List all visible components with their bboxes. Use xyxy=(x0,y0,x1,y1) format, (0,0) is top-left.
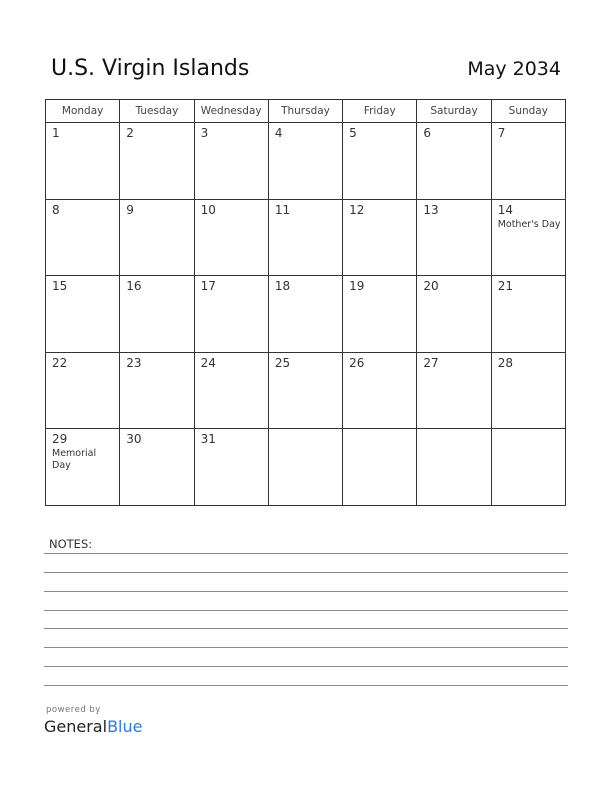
note-line xyxy=(44,666,568,667)
day-number: 9 xyxy=(126,202,134,217)
day-cell xyxy=(269,276,343,353)
day-number: 4 xyxy=(274,126,283,140)
day-cell xyxy=(195,353,269,430)
day-cell xyxy=(343,276,417,353)
day-number: 17 xyxy=(200,279,216,294)
day-number: 13 xyxy=(423,202,439,217)
day-cell xyxy=(343,200,417,277)
day-cell xyxy=(46,123,120,200)
day-number: 27 xyxy=(423,355,439,370)
weekday-header: Wednesday xyxy=(195,100,269,123)
day-cell xyxy=(492,276,566,353)
day-number: 2 xyxy=(126,126,134,140)
day-number: 29 xyxy=(52,432,68,447)
day-number: 7 xyxy=(497,126,506,140)
weekday-header: Monday xyxy=(46,100,120,123)
day-cell xyxy=(195,429,269,506)
day-number: 12 xyxy=(349,202,365,217)
day-number: 10 xyxy=(200,202,216,217)
day-cell xyxy=(417,353,491,430)
week-row xyxy=(46,353,566,430)
day-number: 11 xyxy=(274,202,291,217)
day-cell xyxy=(120,353,194,430)
day-cell xyxy=(269,123,343,200)
day-cell xyxy=(417,123,491,200)
day-cell xyxy=(195,200,269,277)
day-cell xyxy=(492,429,566,506)
week-row xyxy=(46,276,566,353)
day-cell xyxy=(417,429,491,506)
day-cell xyxy=(46,429,120,506)
day-cell xyxy=(120,200,194,277)
note-line xyxy=(44,553,568,554)
generalblue-logo xyxy=(44,717,142,736)
note-line xyxy=(44,572,568,573)
day-cell xyxy=(120,123,194,200)
week-row xyxy=(46,200,566,277)
note-line xyxy=(44,610,568,611)
note-line xyxy=(44,647,568,648)
weekday-header: Friday xyxy=(343,100,417,123)
weekday-header-row xyxy=(46,100,566,123)
day-number: 23 xyxy=(126,355,142,370)
day-number: 15 xyxy=(52,279,68,294)
day-cell xyxy=(120,429,194,506)
day-cell xyxy=(417,276,491,353)
week-row xyxy=(46,123,566,200)
day-number: 8 xyxy=(52,202,60,217)
logo-blue-text: Blue xyxy=(107,717,143,736)
day-number: 21 xyxy=(497,279,513,294)
day-cell xyxy=(46,276,120,353)
day-number: 22 xyxy=(52,355,68,370)
note-line xyxy=(44,628,568,629)
note-line xyxy=(44,591,568,592)
day-cell xyxy=(195,276,269,353)
day-number: 3 xyxy=(200,126,209,140)
day-cell xyxy=(492,353,566,430)
day-cell xyxy=(46,353,120,430)
day-number: 5 xyxy=(349,126,357,140)
day-cell xyxy=(269,200,343,277)
holiday-label: Mother's Day xyxy=(497,218,561,230)
day-cell xyxy=(343,353,417,430)
day-cell xyxy=(120,276,194,353)
weekday-header: Sunday xyxy=(492,100,566,123)
powered-by-label: powered by xyxy=(46,705,101,715)
day-cell xyxy=(269,429,343,506)
holiday-label: Memorial Day xyxy=(52,448,97,472)
day-cell xyxy=(195,123,269,200)
day-number: 24 xyxy=(200,355,216,370)
weekday-header: Saturday xyxy=(417,100,491,123)
day-number: 19 xyxy=(349,279,365,294)
day-number: 31 xyxy=(200,432,216,447)
logo-general-text: General xyxy=(44,717,108,736)
day-number: 20 xyxy=(423,279,439,294)
day-cell xyxy=(343,429,417,506)
day-number: 6 xyxy=(423,126,432,140)
week-row xyxy=(46,429,566,506)
day-number: 14 xyxy=(497,202,513,217)
weekday-header: Tuesday xyxy=(120,100,194,123)
day-cell xyxy=(492,123,566,200)
calendar-grid xyxy=(45,99,566,506)
note-line xyxy=(44,685,568,686)
weekday-header: Thursday xyxy=(269,100,343,123)
day-cell xyxy=(492,200,566,277)
day-number: 18 xyxy=(274,279,291,294)
calendar-title: U.S. Virgin Islands xyxy=(51,56,250,81)
day-cell xyxy=(417,200,491,277)
notes-label: NOTES: xyxy=(49,537,93,551)
calendar-month: May 2034 xyxy=(467,58,561,80)
day-number: 30 xyxy=(126,432,142,447)
day-number: 16 xyxy=(126,279,142,294)
day-cell xyxy=(343,123,417,200)
day-number: 25 xyxy=(274,355,291,370)
day-cell xyxy=(269,353,343,430)
day-number: 28 xyxy=(497,355,513,370)
day-cell xyxy=(46,200,120,277)
day-number: 1 xyxy=(52,126,60,140)
day-number: 26 xyxy=(349,355,365,370)
